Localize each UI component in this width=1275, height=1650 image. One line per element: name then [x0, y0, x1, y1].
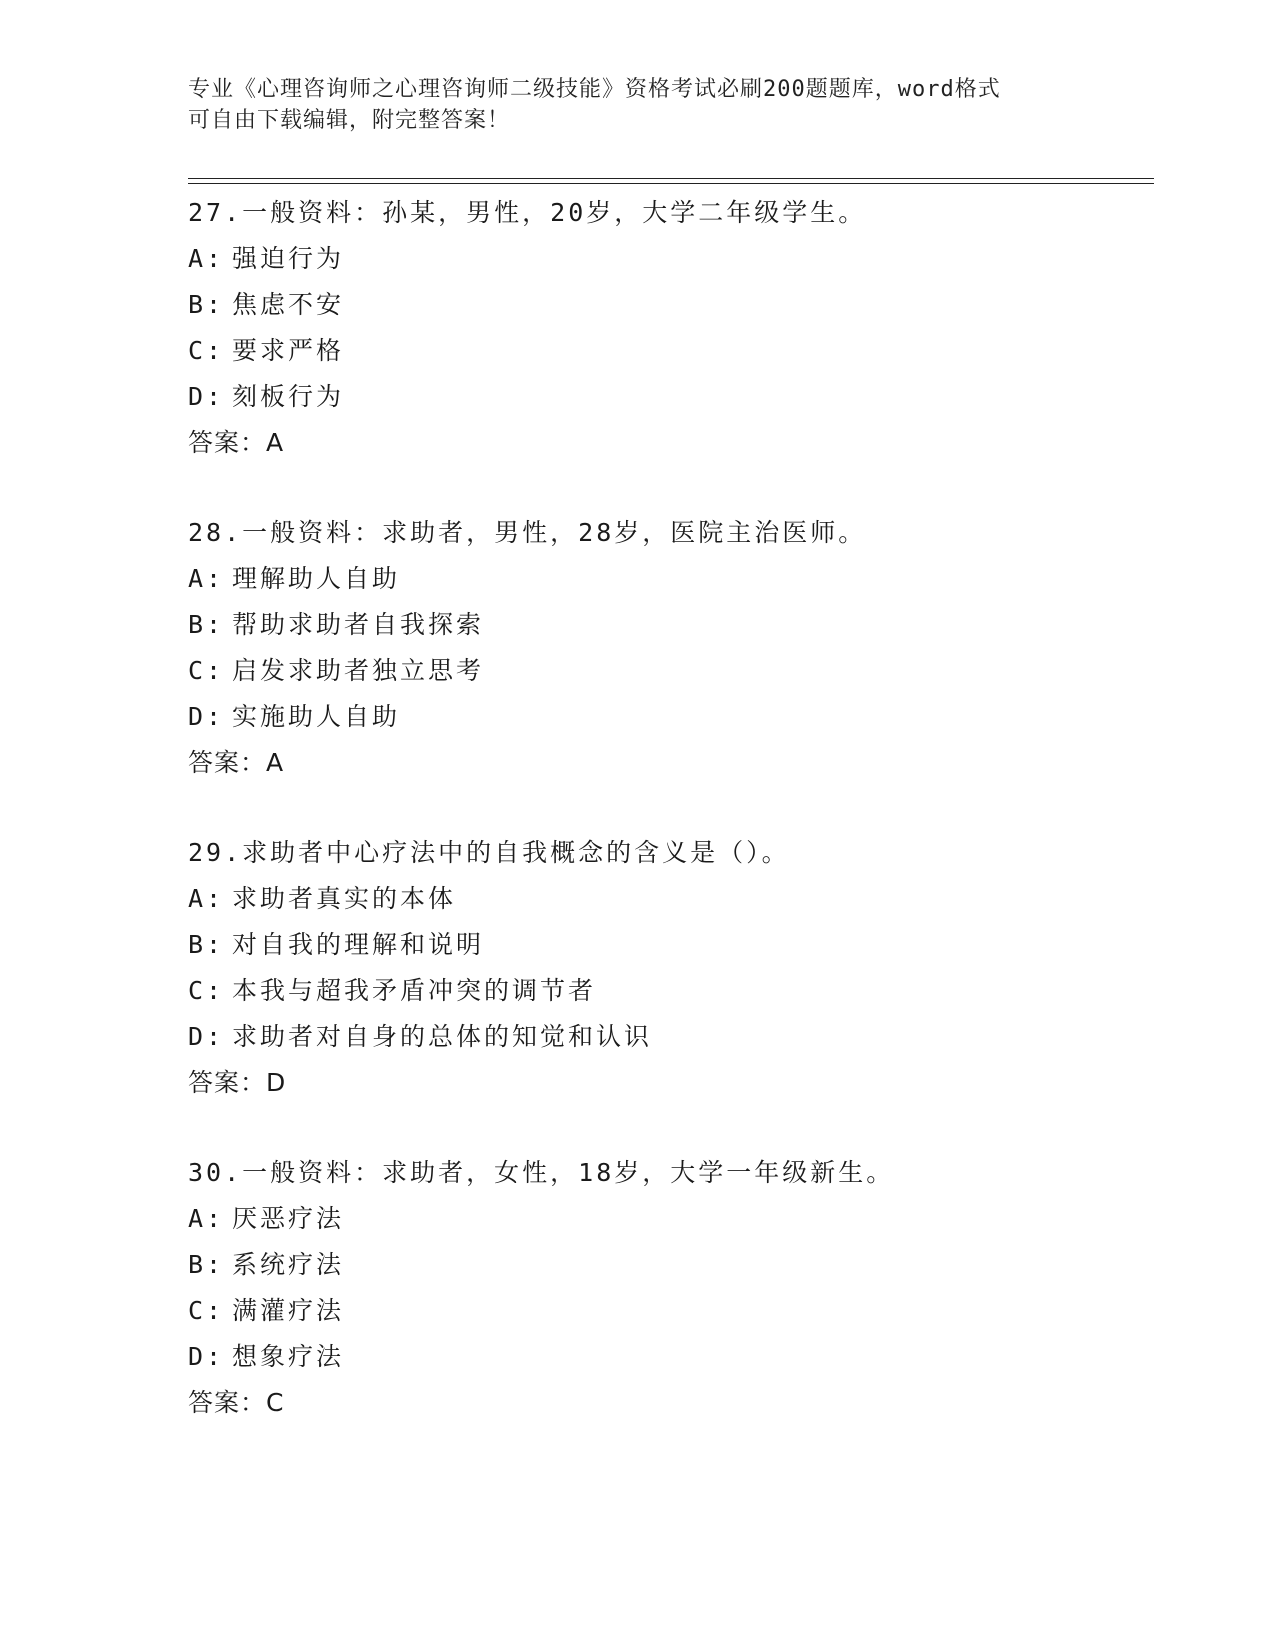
option-text: 理解助人自助 — [232, 564, 401, 593]
option-text: 帮助求助者自我探索 — [232, 610, 485, 639]
option-c — [188, 648, 1188, 694]
option-text: 强迫行为 — [232, 244, 345, 273]
option-text: 满灌疗法 — [232, 1296, 345, 1325]
option-key: D: — [188, 702, 225, 731]
option-d — [188, 1334, 1188, 1380]
option-key: A: — [188, 884, 225, 913]
header-line-2: 可自由下载编辑，附完整答案！ — [188, 108, 511, 133]
option-key: A: — [188, 244, 225, 273]
option-key: C: — [188, 976, 225, 1005]
option-text: 想象疗法 — [232, 1342, 345, 1371]
option-d — [188, 374, 1188, 420]
option-c — [188, 1288, 1188, 1334]
option-text: 启发求助者独立思考 — [232, 656, 485, 685]
option-key: A: — [188, 564, 225, 593]
answer-line: 答案：D — [188, 1068, 287, 1097]
answer-line: 答案：C — [188, 1388, 285, 1417]
option-c — [188, 328, 1188, 374]
question-block — [188, 830, 1188, 1106]
option-key: B: — [188, 1250, 225, 1279]
option-text: 厌恶疗法 — [232, 1204, 345, 1233]
option-key: B: — [188, 930, 225, 959]
option-b — [188, 922, 1188, 968]
option-b — [188, 282, 1188, 328]
option-b — [188, 602, 1188, 648]
option-key: D: — [188, 382, 225, 411]
option-key: C: — [188, 656, 225, 685]
option-a — [188, 876, 1188, 922]
option-key: B: — [188, 290, 225, 319]
option-key: A: — [188, 1204, 225, 1233]
question-block — [188, 510, 1188, 786]
option-key: D: — [188, 1022, 225, 1051]
option-key: B: — [188, 610, 225, 639]
document-header — [188, 74, 1088, 136]
answer-line: 答案：A — [188, 748, 285, 777]
question-stem: 28.一般资料：求助者，男性，28岁，医院主治医师。 — [188, 518, 867, 547]
header-divider-top — [188, 178, 1154, 179]
option-b — [188, 1242, 1188, 1288]
question-block — [188, 190, 1188, 466]
question-stem: 29.求助者中心疗法中的自我概念的含义是（）。 — [188, 838, 790, 867]
option-key: C: — [188, 336, 225, 365]
option-text: 实施助人自助 — [232, 702, 401, 731]
option-text: 对自我的理解和说明 — [232, 930, 485, 959]
option-d — [188, 1014, 1188, 1060]
option-d — [188, 694, 1188, 740]
question-stem: 27.一般资料：孙某，男性，20岁，大学二年级学生。 — [188, 198, 867, 227]
option-a — [188, 556, 1188, 602]
option-text: 求助者真实的本体 — [232, 884, 457, 913]
option-text: 刻板行为 — [232, 382, 345, 411]
answer-line: 答案：A — [188, 428, 285, 457]
option-a — [188, 1196, 1188, 1242]
option-text: 求助者对自身的总体的知觉和认识 — [232, 1022, 653, 1051]
option-text: 要求严格 — [232, 336, 345, 365]
option-key: D: — [188, 1342, 225, 1371]
option-text: 系统疗法 — [232, 1250, 345, 1279]
question-block — [188, 1150, 1188, 1426]
header-line-1: 专业《心理咨询师之心理咨询师二级技能》资格考试必刷200题题库，word格式 — [188, 77, 1001, 102]
option-a — [188, 236, 1188, 282]
option-text: 本我与超我矛盾冲突的调节者 — [232, 976, 597, 1005]
header-divider-bottom — [188, 183, 1154, 184]
option-key: C: — [188, 1296, 225, 1325]
option-c — [188, 968, 1188, 1014]
question-stem: 30.一般资料：求助者，女性，18岁，大学一年级新生。 — [188, 1158, 895, 1187]
option-text: 焦虑不安 — [232, 290, 345, 319]
